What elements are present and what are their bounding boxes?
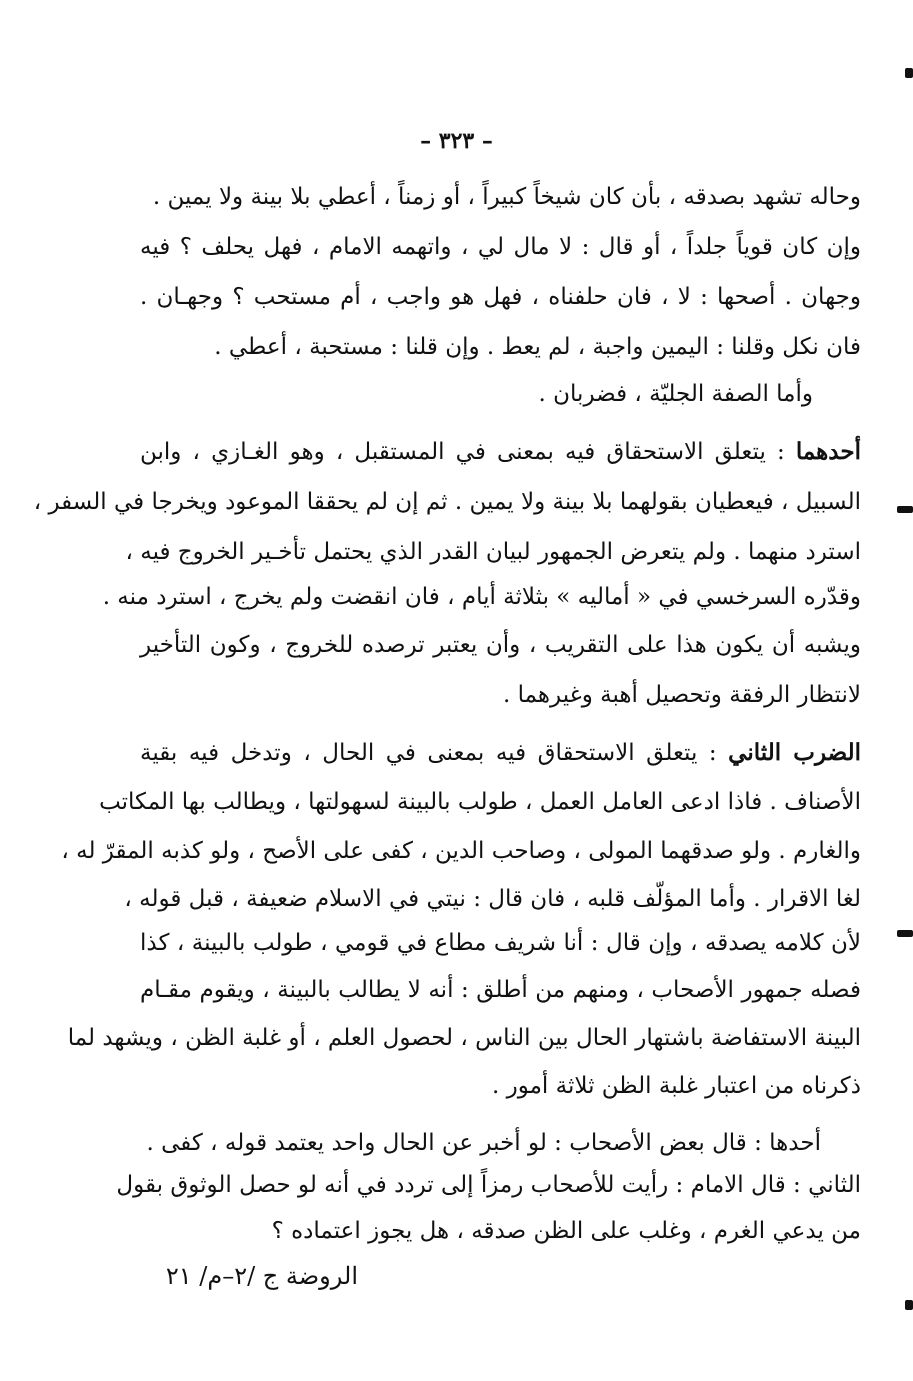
text-line: فان نكل وقلنا : اليمين واجبة ، لم يعط . وإن قلنا : مستحبة ، أعطي . [214,334,861,360]
text-line: فصله جمهور الأصحاب ، ومنهم من أطلق : أنه لا يطالب بالبينة ، ويقوم مقـام [140,977,861,1003]
text-line [140,437,861,467]
section-lead: الضرب الثاني [728,739,861,766]
text-line: ويشبه أن يكون هذا على التقريب ، وأن يعتبر ترصده للخروج ، وكون التأخير [140,632,861,658]
footer-signature: الروضة ج /٢–م/ ٢١ [165,1262,358,1290]
page-number: – ٣٢٣ – [420,128,493,154]
edge-mark [905,68,913,78]
text-line: لانتظار الرفقة وتحصيل أهبة وغيرهما . [502,682,861,708]
edge-mark [897,506,913,513]
text-line-content: : يتعلق الاستحقاق فيه بمعنى في المستقبل ، وهو الغـازي ، وابن [140,439,796,465]
edge-mark [897,930,913,937]
text-line [140,738,861,768]
text-line: لغا الاقرار . وأما المؤلّف قلبه ، فان قال : نيتي في الاسلام ضعيفة ، قبل قوله ، [124,886,861,912]
text-line: من يدعي الغرم ، وغلب على الظن صدقه ، هل يجوز اعتماده ؟ [271,1218,861,1244]
text-line: وقدّره السرخسي في « أماليه » بثلاثة أيام ، فان انقضت ولم يخرج ، استرد منه . [102,584,861,610]
text-line: وحاله تشهد بصدقه ، بأن كان شيخاً كبيراً ، أو زمناً ، أعطي بلا بينة ولا يمين . [152,184,861,210]
edge-mark [905,1300,913,1310]
text-line-content: : يتعلق الاستحقاق فيه بمعنى في الحال ، وتدخل فيه بقية [140,740,729,766]
text-line: أحدها : قال بعض الأصحاب : لو أخبر عن الحال واحد يعتمد قوله ، كفى . [146,1130,821,1156]
text-line: السبيل ، فيعطيان بقولهما بلا بينة ولا يمين . ثم إن لم يحققا الموعود ويخرجا في السفر ، [33,489,861,515]
text-line: البينة الاستفاضة باشتهار الحال بين الناس ، لحصول العلم ، أو غلبة الظن ، ويشهد لما [67,1025,861,1051]
text-line: استرد منهما . ولم يتعرض الجمهور لبيان القدر الذي يحتمل تأخـير الخروج فيه ، [125,539,861,565]
text-line: وأما الصفة الجليّة ، فضربان . [538,381,813,407]
text-line: وجهان . أصحها : لا ، فان حلفناه ، فهل هو واجب ، أم مستحب ؟ وجهـان . [140,284,861,310]
text-line: ذكرناه من اعتبار غلبة الظن ثلاثة أمور . [491,1073,861,1099]
section-lead: أحدهما [795,438,861,465]
text-line: الأصناف . فاذا ادعى العامل العمل ، طولب بالبينة لسهولتها ، ويطالب بها المكاتب [99,789,861,815]
text-line: لأن كلامه يصدقه ، وإن قال : أنا شريف مطاع في قومي ، طولب بالبينة ، كذا [140,930,861,956]
text-line: وإن كان قوياً جلداً ، أو قال : لا مال لي ، واتهمه الامام ، فهل يحلف ؟ فيه [140,234,861,260]
text-line: الثاني : قال الامام : رأيت للأصحاب رمزاً إلى تردد في أنه لو حصل الوثوق بقول [116,1172,861,1198]
text-line: والغارم . ولو صدقهما المولى ، وصاحب الدين ، كفى على الأصح ، ولو كذبه المقرّ له ، [61,838,861,864]
